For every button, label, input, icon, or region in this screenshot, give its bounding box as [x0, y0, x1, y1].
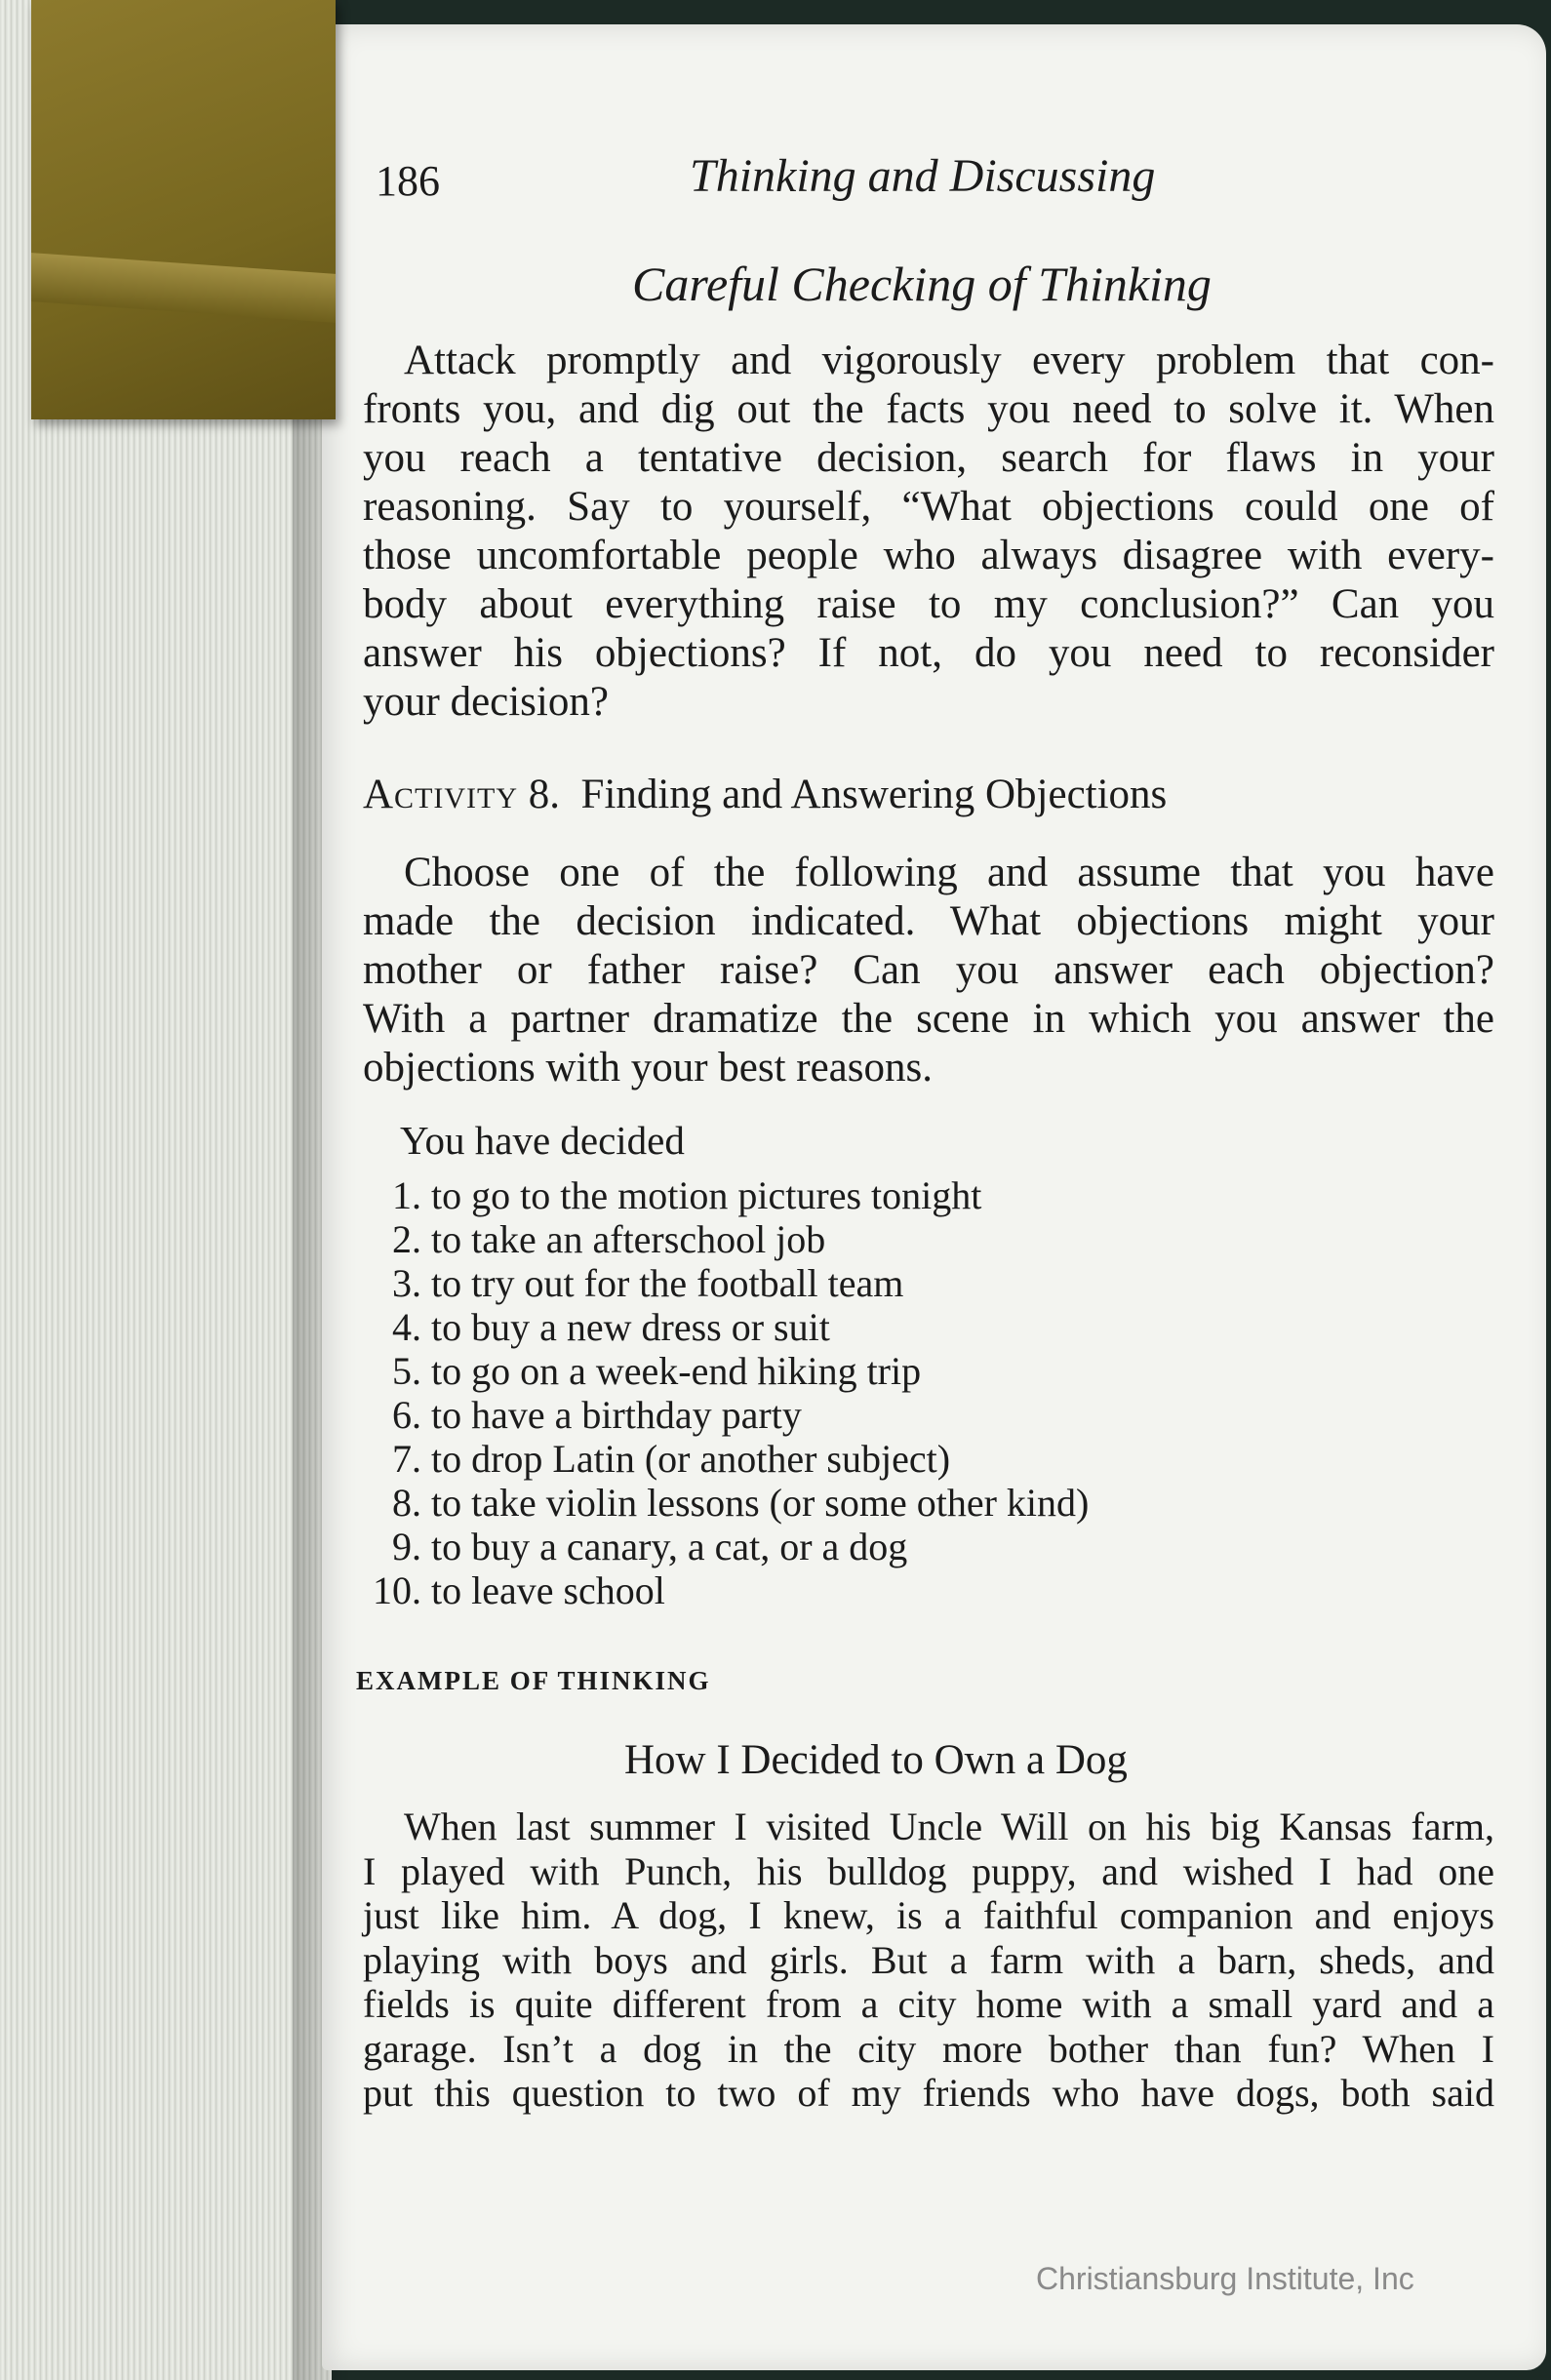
list-item	[361, 1437, 1089, 1481]
paragraph-line: reasoning. Say to yourself, “What objections could one of	[363, 484, 1494, 530]
paragraph-line: those uncomfortable people who always disagree with every-	[363, 533, 1494, 578]
decision-list	[361, 1173, 1089, 1612]
list-number: 6.	[392, 1393, 421, 1437]
list-number: 7.	[392, 1437, 421, 1481]
paragraph-line: Attack promptly and vigorously every problem that con-	[404, 337, 1494, 383]
activity-paragraph	[363, 849, 1494, 1092]
list-text: to buy a new dress or suit	[431, 1305, 830, 1349]
paragraph-line: made the decision indicated. What objections might your	[363, 898, 1494, 944]
paragraph-line: objections with your best reasons.	[363, 1045, 933, 1091]
list-number: 4.	[392, 1305, 421, 1349]
list-number: 8.	[392, 1481, 421, 1525]
list-number: 9.	[392, 1525, 421, 1568]
paragraph-line: put this question to two of my friends who have dogs, both said	[363, 2071, 1494, 2115]
list-item	[361, 1349, 1089, 1393]
list-number: 10.	[373, 1568, 421, 1612]
list-item	[361, 1173, 1089, 1217]
list-text: to go to the motion pictures tonight	[431, 1173, 982, 1217]
paragraph-line: With a partner dramatize the scene in which you answer the	[363, 996, 1494, 1042]
list-item	[361, 1393, 1089, 1437]
list-text: to have a birthday party	[431, 1393, 802, 1437]
activity-number: 8.	[528, 772, 561, 817]
paragraph-line: I played with Punch, his bulldog puppy, and wished I had one	[363, 1848, 1494, 1893]
list-number: 3.	[392, 1261, 421, 1305]
list-item	[361, 1481, 1089, 1525]
list-text: to take an afterschool job	[431, 1217, 826, 1261]
list-text: to go on a week-end hiking trip	[431, 1349, 922, 1393]
paragraph-line: answer his objections? If not, do you need to reconsider	[363, 630, 1494, 676]
list-item	[361, 1261, 1089, 1305]
bookmark-ribbon	[31, 0, 336, 419]
decided-label: You have decided	[400, 1118, 685, 1163]
list-number: 5.	[392, 1349, 421, 1393]
example-label: EXAMPLE OF THINKING	[356, 1666, 711, 1695]
list-text: to buy a canary, a cat, or a dog	[431, 1525, 908, 1568]
list-item	[361, 1305, 1089, 1349]
list-text: to drop Latin (or another subject)	[431, 1437, 951, 1481]
paragraph-line: mother or father raise? Can you answer each objection?	[363, 947, 1494, 993]
activity-label: Activity	[363, 772, 519, 817]
paragraph-line: fronts you, and dig out the facts you need to solve it. When	[363, 386, 1494, 432]
story-title: How I Decided to Own a Dog	[624, 1737, 1128, 1783]
paragraph-line: playing with boys and girls. But a farm with a barn, sheds, and	[363, 1937, 1494, 1982]
list-text: to leave school	[431, 1568, 665, 1612]
page-number: 186	[376, 157, 440, 205]
activity-title: Finding and Answering Objections	[580, 772, 1168, 817]
list-number: 2.	[392, 1217, 421, 1261]
story-paragraph	[363, 1805, 1494, 2116]
running-head: Thinking and Discussing	[690, 150, 1156, 202]
paragraph-line: you reach a tentative decision, search for flaws in your	[363, 435, 1494, 481]
paragraph-line: body about everything raise to my conclusion?” Can you	[363, 581, 1494, 627]
activity-heading	[363, 771, 1167, 818]
paragraph-line: fields is quite different from a city home with a small yard and a	[363, 1982, 1494, 2026]
paragraph-line: Choose one of the following and assume that you have	[404, 850, 1494, 895]
paragraph-line: your decision?	[363, 679, 609, 725]
watermark: Christiansburg Institute, Inc	[1036, 2261, 1414, 2296]
paragraph-line: garage. Isn’t a dog in the city more bother than fun? When I	[363, 2026, 1494, 2071]
list-item	[361, 1525, 1089, 1568]
list-number: 1.	[392, 1173, 421, 1217]
paragraph-line: just like him. A dog, I knew, is a faithful companion and enjoys	[363, 1893, 1494, 1937]
list-item	[361, 1217, 1089, 1261]
list-text: to try out for the football team	[431, 1261, 904, 1305]
list-item	[361, 1568, 1089, 1612]
intro-paragraph	[363, 337, 1494, 727]
list-text: to take violin lessons (or some other kind)	[431, 1481, 1090, 1525]
section-title: Careful Checking of Thinking	[632, 257, 1212, 311]
paragraph-line: When last summer I visited Uncle Will on his big Kansas farm,	[404, 1805, 1494, 1848]
